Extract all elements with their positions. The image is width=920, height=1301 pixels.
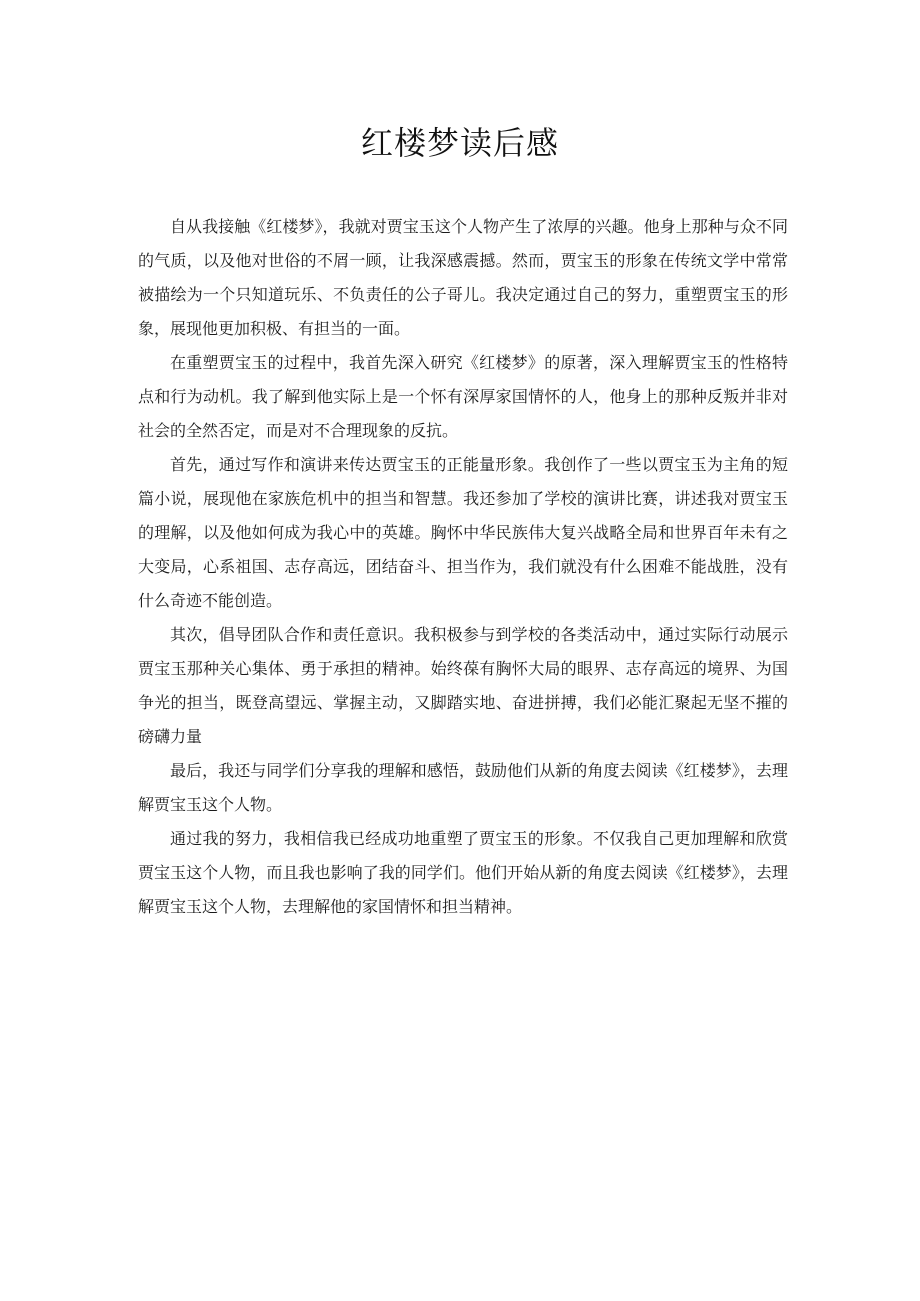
paragraph: 最后，我还与同学们分享我的理解和感悟，鼓励他们从新的角度去阅读《红楼梦》，去理解贾宝玉这个人物。 [138,761,788,814]
paragraph: 自从我接触《红楼梦》，我就对贾宝玉这个人物产生了浓厚的兴趣。他身上那种与众不同的气质，以及他对世俗的不屑一顾，让我深感震撼。然而，贾宝玉的形象在传统文学中常常被描绘为一个只知道玩乐、不负责任的公子哥儿。我决定通过自己的努力，重塑贾宝玉的形象，展现他更加积极、有担当的一面。 [138,217,788,338]
paragraph: 其次，倡导团队合作和责任意识。我积极参与到学校的各类活动中，通过实际行动展示贾宝玉那种关心集体、勇于承担的精神。始终葆有胸怀大局的眼界、志存高远的境界、为国争光的担当，既登高望远、掌握主动，又脚踏实地、奋进拼搏，我们必能汇聚起无坚不摧的磅礴力量 [138,625,788,746]
document-title: 红楼梦读后感 [360,124,559,162]
document-body [138,210,788,924]
paragraph: 首先，通过写作和演讲来传达贾宝玉的正能量形象。我创作了一些以贾宝玉为主角的短篇小说，展现他在家族危机中的担当和智慧。我还参加了学校的演讲比赛，讲述我对贾宝玉的理解，以及他如何成为我心中的英雄。胸怀中华民族伟大复兴战略全局和世界百年未有之大变局，心系祖国、志存高远，团结奋斗、担当作为，我们就没有什么困难不能战胜，没有什么奇迹不能创造。 [138,455,788,610]
paragraph: 在重塑贾宝玉的过程中，我首先深入研究《红楼梦》的原著，深入理解贾宝玉的性格特点和行为动机。我了解到他实际上是一个怀有深厚家国情怀的人，他身上的那种反叛并非对社会的全然否定，而是对不合理现象的反抗。 [138,353,788,440]
paragraph: 通过我的努力，我相信我已经成功地重塑了贾宝玉的形象。不仅我自己更加理解和欣赏贾宝玉这个人物，而且我也影响了我的同学们。他们开始从新的角度去阅读《红楼梦》，去理解贾宝玉这个人物，去理解他的家国情怀和担当精神。 [138,829,788,916]
